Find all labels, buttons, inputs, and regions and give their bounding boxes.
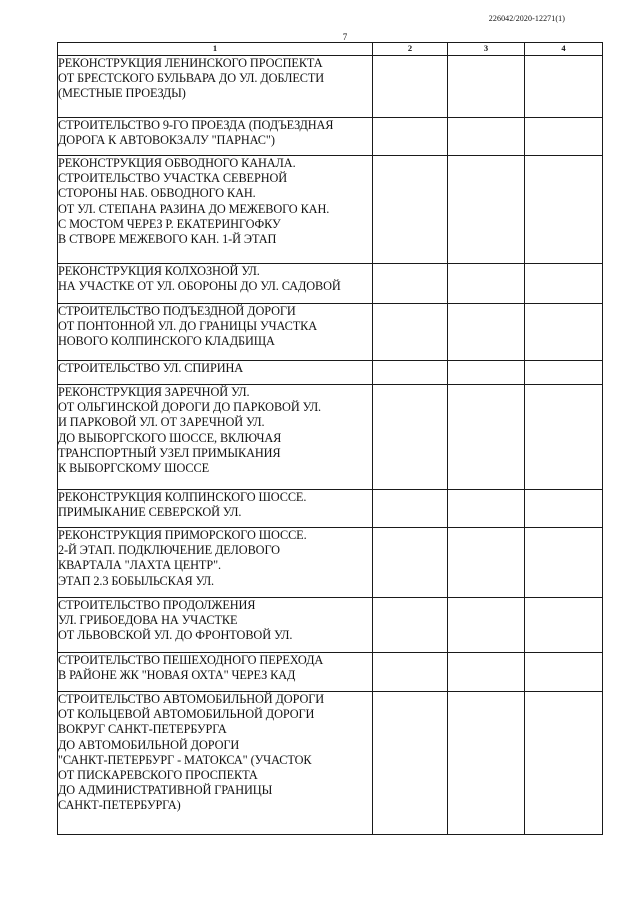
project-description: СТРОИТЕЛЬСТВО ПРОДОЛЖЕНИЯ УЛ. ГРИБОЕДОВА НА УЧАСТКЕ ОТ ЛЬВОВСКОЙ УЛ. ДО ФРОНТОВОЙ УЛ.	[58, 598, 373, 653]
empty-cell	[448, 692, 525, 835]
empty-cell	[373, 56, 448, 118]
table-header-row	[58, 43, 603, 56]
table-row	[58, 653, 603, 692]
page-number: 7	[342, 32, 348, 42]
empty-cell	[448, 264, 525, 304]
table-row	[58, 156, 603, 264]
project-description: СТРОИТЕЛЬСТВО УЛ. СПИРИНА	[58, 361, 373, 385]
empty-cell	[525, 598, 603, 653]
project-description: СТРОИТЕЛЬСТВО ПОДЪЕЗДНОЙ ДОРОГИ ОТ ПОНТОННОЙ УЛ. ДО ГРАНИЦЫ УЧАСТКА НОВОГО КОЛПИНСКОГО КЛАДБИЩА	[58, 304, 373, 361]
table-row	[58, 361, 603, 385]
column-header-4: 4	[525, 43, 603, 56]
project-description: РЕКОНСТРУКЦИЯ КОЛПИНСКОГО ШОССЕ. ПРИМЫКАНИЕ СЕВЕРСКОЙ УЛ.	[58, 490, 373, 528]
empty-cell	[373, 653, 448, 692]
table-row	[58, 118, 603, 156]
empty-cell	[525, 264, 603, 304]
project-description: СТРОИТЕЛЬСТВО 9-ГО ПРОЕЗДА (ПОДЪЕЗДНАЯ ДОРОГА К АВТОВОКЗАЛУ "ПАРНАС")	[58, 118, 373, 156]
table-row	[58, 264, 603, 304]
empty-cell	[373, 156, 448, 264]
empty-cell	[448, 490, 525, 528]
table-row	[58, 598, 603, 653]
project-description: СТРОИТЕЛЬСТВО АВТОМОБИЛЬНОЙ ДОРОГИ ОТ КОЛЬЦЕВОЙ АВТОМОБИЛЬНОЙ ДОРОГИ ВОКРУГ САНКТ-ПЕТЕРБУРГА ДО АВТОМОБИЛЬНОЙ ДОРОГИ "САНКТ-ПЕТЕРБУРГ - МАТОКСА" (УЧАСТОК ОТ ПИСКАРЕВСКОГО ПРОСПЕКТА ДО АДМИНИСТРАТИВНОЙ ГРАНИЦЫ САНКТ-ПЕТЕРБУРГА)	[58, 692, 373, 835]
table-row	[58, 692, 603, 835]
empty-cell	[525, 56, 603, 118]
empty-cell	[525, 304, 603, 361]
empty-cell	[448, 653, 525, 692]
table-row	[58, 56, 603, 118]
empty-cell	[373, 528, 448, 598]
empty-cell	[525, 490, 603, 528]
empty-cell	[373, 692, 448, 835]
empty-cell	[373, 598, 448, 653]
empty-cell	[525, 692, 603, 835]
project-description: РЕКОНСТРУКЦИЯ ЗАРЕЧНОЙ УЛ. ОТ ОЛЬГИНСКОЙ ДОРОГИ ДО ПАРКОВОЙ УЛ. И ПАРКОВОЙ УЛ. ОТ ЗАРЕЧНОЙ УЛ. ДО ВЫБОРГСКОГО ШОССЕ, ВКЛЮЧАЯ ТРАНСПОРТНЫЙ УЗЕЛ ПРИМЫКАНИЯ К ВЫБОРГСКОМУ ШОССЕ	[58, 385, 373, 490]
empty-cell	[525, 156, 603, 264]
empty-cell	[373, 264, 448, 304]
empty-cell	[525, 361, 603, 385]
empty-cell	[373, 385, 448, 490]
empty-cell	[448, 156, 525, 264]
empty-cell	[525, 385, 603, 490]
empty-cell	[373, 118, 448, 156]
column-header-1: 1	[58, 43, 373, 56]
empty-cell	[448, 304, 525, 361]
empty-cell	[525, 528, 603, 598]
table-row	[58, 304, 603, 361]
empty-cell	[373, 490, 448, 528]
column-header-2: 2	[373, 43, 448, 56]
project-description: РЕКОНСТРУКЦИЯ ОБВОДНОГО КАНАЛА. СТРОИТЕЛЬСТВО УЧАСТКА СЕВЕРНОЙ СТОРОНЫ НАБ. ОБВОДНОГО КАН. ОТ УЛ. СТЕПАНА РАЗИНА ДО МЕЖЕВОГО КАН. С МОСТОМ ЧЕРЕЗ Р. ЕКАТЕРИНГОФКУ В СТВОРЕ МЕЖЕВОГО КАН. 1-Й ЭТАП	[58, 156, 373, 264]
empty-cell	[448, 118, 525, 156]
column-header-3: 3	[448, 43, 525, 56]
project-description: СТРОИТЕЛЬСТВО ПЕШЕХОДНОГО ПЕРЕХОДА В РАЙОНЕ ЖК "НОВАЯ ОХТА" ЧЕРЕЗ КАД	[58, 653, 373, 692]
project-description: РЕКОНСТРУКЦИЯ ЛЕНИНСКОГО ПРОСПЕКТА ОТ БРЕСТСКОГО БУЛЬВАРА ДО УЛ. ДОБЛЕСТИ (МЕСТНЫЕ ПРОЕЗДЫ)	[58, 56, 373, 118]
table-row	[58, 385, 603, 490]
projects-table	[57, 42, 603, 835]
empty-cell	[373, 304, 448, 361]
empty-cell	[373, 361, 448, 385]
empty-cell	[525, 653, 603, 692]
document-number: 226042/2020-12271(1)	[488, 14, 565, 23]
empty-cell	[448, 361, 525, 385]
empty-cell	[448, 528, 525, 598]
empty-cell	[525, 118, 603, 156]
empty-cell	[448, 385, 525, 490]
table-row	[58, 490, 603, 528]
empty-cell	[448, 598, 525, 653]
project-description: РЕКОНСТРУКЦИЯ КОЛХОЗНОЙ УЛ. НА УЧАСТКЕ ОТ УЛ. ОБОРОНЫ ДО УЛ. САДОВОЙ	[58, 264, 373, 304]
project-description: РЕКОНСТРУКЦИЯ ПРИМОРСКОГО ШОССЕ. 2-Й ЭТАП. ПОДКЛЮЧЕНИЕ ДЕЛОВОГО КВАРТАЛА "ЛАХТА ЦЕНТР". ЭТАП 2.3 БОБЫЛЬСКАЯ УЛ.	[58, 528, 373, 598]
table-row	[58, 528, 603, 598]
empty-cell	[448, 56, 525, 118]
